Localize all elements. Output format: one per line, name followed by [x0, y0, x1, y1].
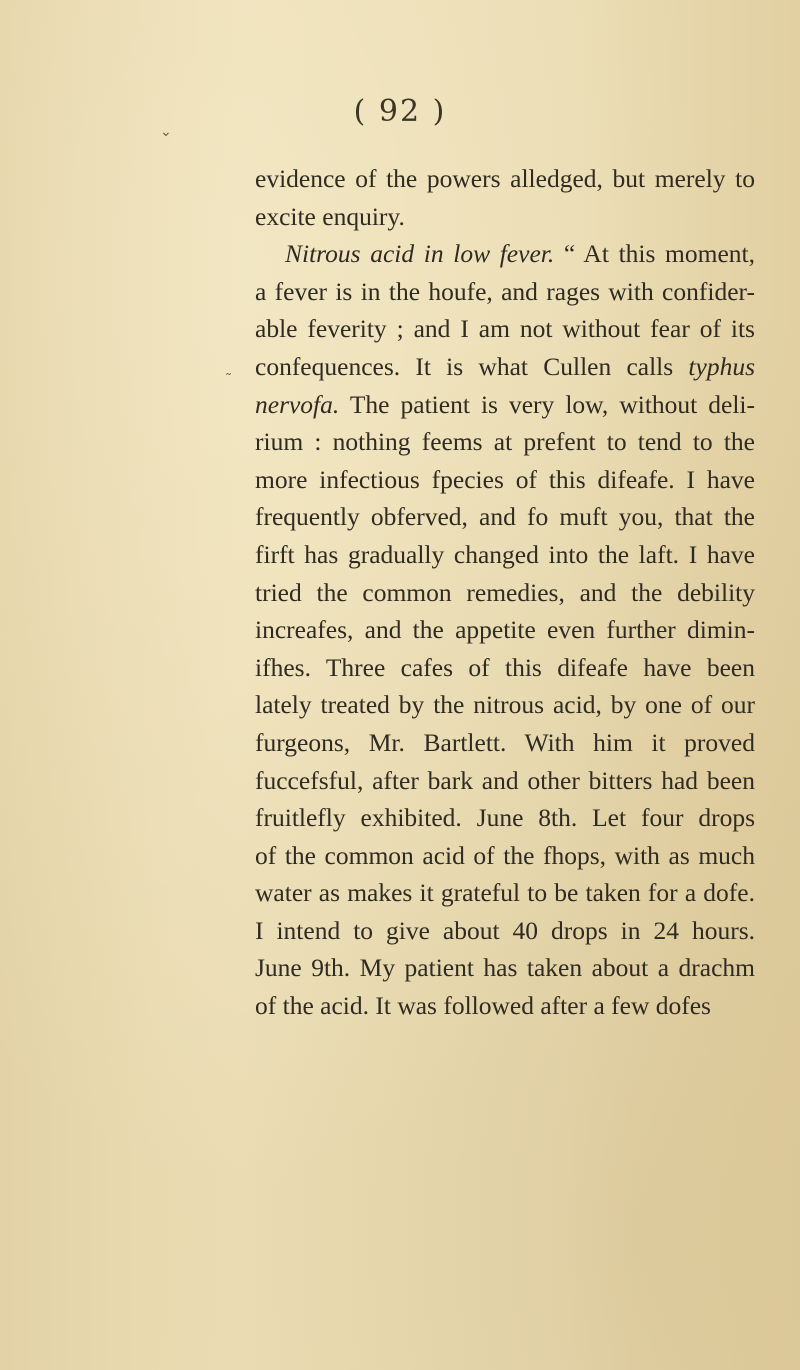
- text-line-19: of the common acid of the fhops, with as much: [255, 840, 755, 870]
- margin-mark: ⌄: [160, 124, 172, 140]
- text-line-5: able feverity ; and I am not without fear of its: [255, 314, 755, 344]
- text-line-6: confequences. It is what Cullen calls typhus: [255, 351, 755, 381]
- text-line-23: of the acid. It was followed after a few dofes: [255, 991, 711, 1021]
- text-line-2: excite enquiry.: [255, 201, 405, 231]
- text-line-4: a fever is in the houfe, and rages with confider-: [255, 276, 755, 306]
- text-line-21: I intend to give about 40 drops in 24 hours.: [255, 915, 755, 945]
- text-line-8: rium : nothing feems at prefent to tend to the: [255, 427, 755, 457]
- text-line-15: lately treated by the nitrous acid, by one of our: [255, 690, 755, 720]
- text-line-20: water as makes it grateful to be taken for a dofe.: [255, 878, 755, 908]
- text-line-22: June 9th. My patient has taken about a drachm: [255, 953, 755, 983]
- body-text: [255, 160, 755, 1025]
- text-line-11: firft has gradually changed into the laft. I have: [255, 539, 755, 569]
- margin-mark: ˜: [225, 372, 232, 388]
- text-line-1: evidence of the powers alledged, but merely to: [255, 164, 755, 193]
- text-line-12: tried the common remedies, and the debility: [255, 577, 755, 607]
- text-line-13: increafes, and the appetite even further dimin-: [255, 615, 755, 645]
- text-line-7: nervofa. The patient is very low, without deli-: [255, 389, 755, 419]
- text-line-10: frequently obferved, and fo muft you, that the: [255, 502, 755, 532]
- text-line-9: more infectious fpecies of this difeafe. I have: [255, 464, 755, 494]
- page-number: ( 92 ): [353, 94, 447, 129]
- section-heading: Nitrous acid in low fever.: [285, 239, 555, 269]
- text-line-16: furgeons, Mr. Bartlett. With him it proved: [255, 727, 755, 757]
- text-line-3: Nitrous acid in low fever. “ At this moment,: [285, 239, 755, 269]
- text-line-18: fruitlefly exhibited. June 8th. Let four drops: [255, 803, 755, 833]
- text-line-17: fuccefsful, after bark and other bitters had been: [255, 765, 755, 795]
- text-line-14: ifhes. Three cafes of this difeafe have been: [255, 652, 755, 682]
